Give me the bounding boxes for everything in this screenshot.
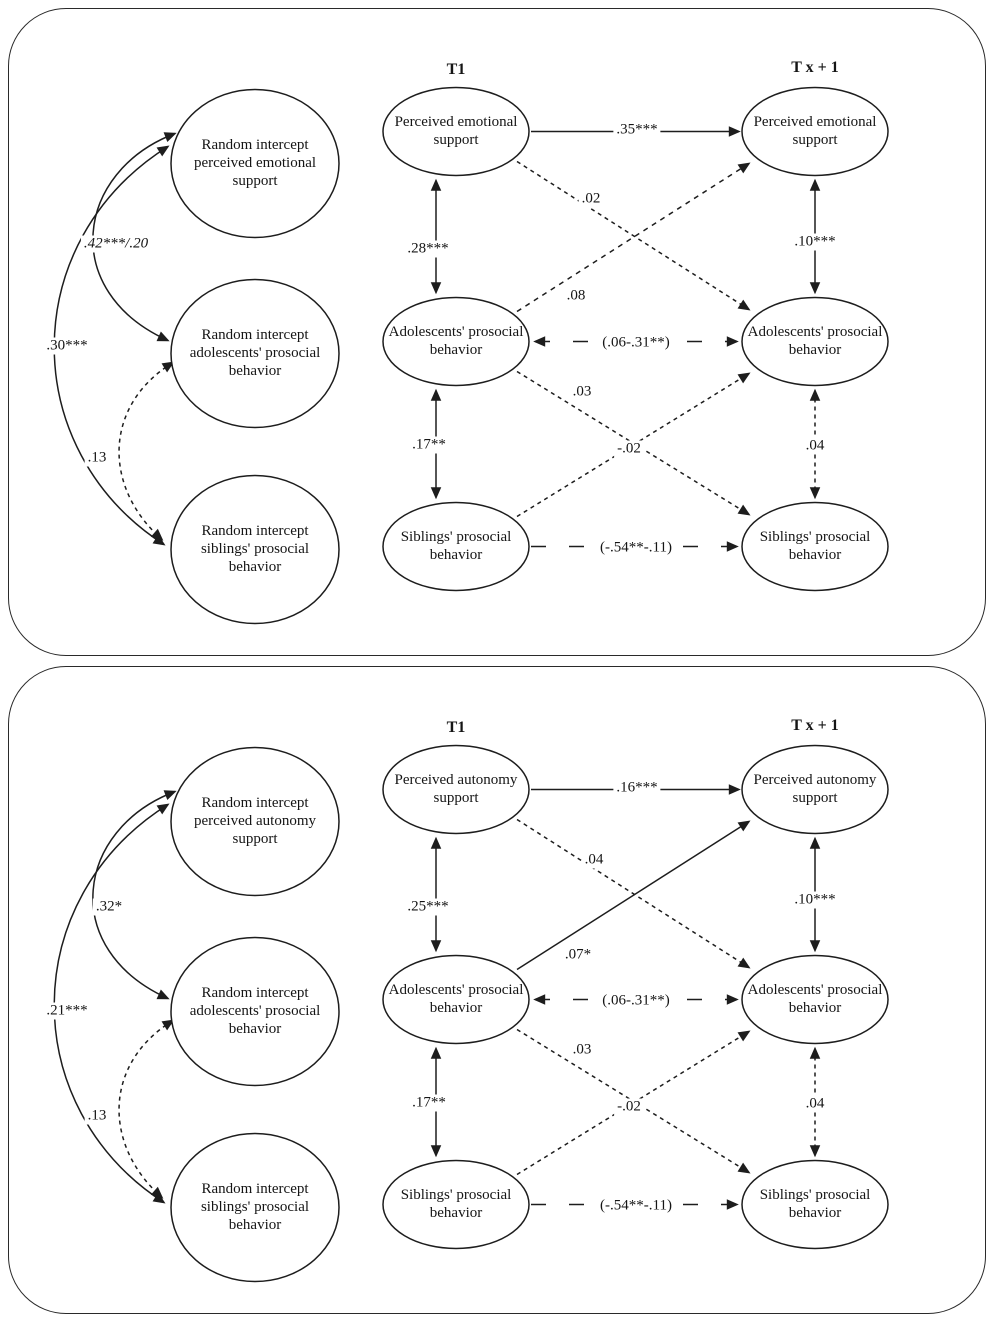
t1-node-siblings-label: Siblings' prosocial behavior <box>400 529 512 563</box>
t1-corr-support-adolescents-coef: .25*** <box>404 899 451 916</box>
cross-adolescents-to-support-coef: .08 <box>564 288 589 305</box>
stability-support-coef: .16*** <box>613 780 660 797</box>
ri-cov-support-adolescents-coef: .32* <box>93 899 125 916</box>
t2-column-header: T x + 1 <box>791 59 839 76</box>
cross-adolescents-to-siblings-coef: .03 <box>570 1042 595 1059</box>
cross-adolescents-to-support-coef: .07* <box>562 947 594 964</box>
t2-corr-adolescents-siblings-coef: .04 <box>803 1096 828 1113</box>
ri-node-adolescents-label: Random intercept adolescents' prosocial behavior <box>189 985 321 1037</box>
ri-node-support-label: Random intercept perceived autonomy support <box>193 795 317 847</box>
cross-adolescents-to-siblings-coef: .03 <box>570 384 595 401</box>
stability-support-coef: .35*** <box>613 122 660 139</box>
t2-node-support-label: Perceived autonomy support <box>753 772 877 806</box>
ri-cov-support-adolescents-coef: .42***/.20 <box>81 236 151 253</box>
panel-emotional-support-model <box>8 8 986 656</box>
ri-cov-adolescents-siblings-path <box>119 363 173 540</box>
t2-corr-adolescents-siblings-coef: .04 <box>803 438 828 455</box>
cross-siblings-to-adolescents-coef: -.02 <box>614 441 644 458</box>
cross-siblings-to-adolescents-coef: -.02 <box>614 1099 644 1116</box>
panel-autonomy-support-model <box>8 666 986 1314</box>
t1-corr-adolescents-siblings-coef: .17** <box>409 1095 449 1112</box>
cross-support-to-adolescents-path <box>517 820 749 968</box>
cross-support-to-adolescents-coef: .02 <box>579 191 604 208</box>
t2-node-adolescents-label: Adolescents' prosocial behavior <box>747 324 883 358</box>
ri-node-siblings-label: Random intercept siblings' prosocial behavior <box>200 523 310 575</box>
ri-cov-adolescents-siblings-coef: .13 <box>85 1108 110 1125</box>
t2-node-siblings-label: Siblings' prosocial behavior <box>759 1187 871 1221</box>
t1-node-support-label: Perceived emotional support <box>394 114 518 148</box>
t1-corr-support-adolescents-coef: .28*** <box>404 241 451 258</box>
cross-support-to-adolescents-path <box>517 162 749 310</box>
t1-column-header: T1 <box>446 61 466 78</box>
stability-adolescents-coef: (.06-.31**) <box>599 993 673 1010</box>
ri-cov-support-siblings-coef: .21*** <box>43 1003 90 1020</box>
stability-siblings-coef: (-.54**-.11) <box>597 1198 675 1215</box>
t1-node-support-label: Perceived autonomy support <box>394 772 518 806</box>
t2-corr-support-adolescents-coef: .10*** <box>791 234 838 251</box>
cross-adolescents-to-support-path <box>517 822 749 970</box>
ri-node-support-label: Random intercept perceived emotional support <box>193 137 317 189</box>
ri-cov-adolescents-siblings-coef: .13 <box>85 450 110 467</box>
t2-corr-support-adolescents-coef: .10*** <box>791 892 838 909</box>
t2-node-adolescents-label: Adolescents' prosocial behavior <box>747 982 883 1016</box>
stability-adolescents-coef: (.06-.31**) <box>599 335 673 352</box>
t1-column-header: T1 <box>446 719 466 736</box>
cross-adolescents-to-support-path <box>517 164 749 312</box>
cross-support-to-adolescents-coef: .04 <box>582 852 607 869</box>
ri-cov-support-adolescents-path <box>93 792 175 999</box>
ri-cov-adolescents-siblings-path <box>119 1021 173 1198</box>
t2-node-support-label: Perceived emotional support <box>753 114 877 148</box>
t2-column-header: T x + 1 <box>791 717 839 734</box>
t1-node-siblings-label: Siblings' prosocial behavior <box>400 1187 512 1221</box>
ri-node-adolescents-label: Random intercept adolescents' prosocial behavior <box>189 327 321 379</box>
t1-corr-adolescents-siblings-coef: .17** <box>409 437 449 454</box>
stability-siblings-coef: (-.54**-.11) <box>597 540 675 557</box>
ri-cov-support-siblings-coef: .30*** <box>43 338 90 355</box>
t1-node-adolescents-label: Adolescents' prosocial behavior <box>388 324 524 358</box>
ri-node-siblings-label: Random intercept siblings' prosocial behavior <box>200 1181 310 1233</box>
t1-node-adolescents-label: Adolescents' prosocial behavior <box>388 982 524 1016</box>
t2-node-siblings-label: Siblings' prosocial behavior <box>759 529 871 563</box>
